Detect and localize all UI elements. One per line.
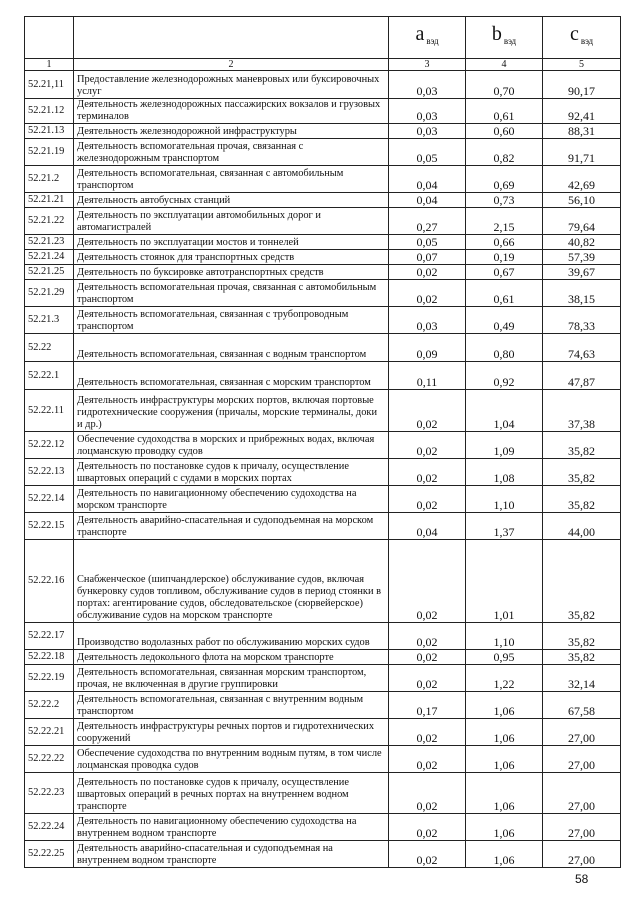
row-b-value: 1,37	[466, 513, 543, 540]
row-a-value: 0,02	[389, 390, 466, 432]
row-description: Деятельность инфраструктуры морских портов, включая портовые гидротехнические сооружения (причалы, морские терминалы, доки и др.)	[74, 390, 389, 432]
row-code: 52.22.14	[25, 486, 74, 513]
row-code: 52.21.21	[25, 193, 74, 208]
row-description: Деятельность по постановке судов к причалу, осуществление швартовых операций в речных портах на внутреннем водном транспорте	[74, 773, 389, 814]
table-row	[25, 265, 621, 280]
row-code: 52.21.22	[25, 208, 74, 235]
row-code: 52.22.1	[25, 362, 74, 390]
row-b-value: 1,06	[466, 692, 543, 719]
row-c-value: 67,58	[543, 692, 621, 719]
row-c-value: 44,00	[543, 513, 621, 540]
row-description: Деятельность стоянок для транспортных средств	[74, 250, 389, 265]
header-row	[25, 17, 621, 59]
table-row	[25, 814, 621, 841]
row-a-value: 0,03	[389, 99, 466, 124]
table-row	[25, 773, 621, 814]
row-description: Деятельность по постановке судов к причалу, осуществление швартовых операций с судами в морских портах	[74, 459, 389, 486]
table-row	[25, 540, 621, 623]
row-description: Снабженческое (шипчандлерское) обслуживание судов, включая бункеровку судов топливом, обслуживание судов в период стоянки в портах: агентирование судов, обследовательское (сюрвейерское) обслуживание судов на морском транспорте	[74, 540, 389, 623]
row-description: Деятельность инфраструктуры речных портов и гидротехнических сооружений	[74, 719, 389, 746]
column-index: 1	[25, 59, 74, 71]
row-b-value: 1,10	[466, 486, 543, 513]
row-code: 52.22.21	[25, 719, 74, 746]
row-a-value: 0,03	[389, 124, 466, 139]
row-description: Обеспечение судоходства по внутренним водным путям, в том числе лоцманская проводка судов	[74, 746, 389, 773]
row-b-value: 2,15	[466, 208, 543, 235]
header-b-subscript: вэд	[503, 36, 517, 46]
row-description: Деятельность вспомогательная, связанная с автомобильным транспортом	[74, 166, 389, 193]
row-a-value: 0,02	[389, 540, 466, 623]
row-c-value: 56,10	[543, 193, 621, 208]
row-description: Деятельность вспомогательная, связанная морским транспортом, прочая, не включенная в другие группировки	[74, 665, 389, 692]
table-row	[25, 235, 621, 250]
row-a-value: 0,02	[389, 665, 466, 692]
row-description: Деятельность вспомогательная прочая, связанная с железнодорожным транспортом	[74, 139, 389, 166]
table-row	[25, 665, 621, 692]
row-b-value: 1,04	[466, 390, 543, 432]
row-description: Производство водолазных работ по обслуживанию морских судов	[74, 623, 389, 650]
table-row	[25, 486, 621, 513]
row-a-value: 0,02	[389, 814, 466, 841]
row-a-value: 0,05	[389, 139, 466, 166]
row-a-value: 0,02	[389, 459, 466, 486]
row-b-value: 0,61	[466, 99, 543, 124]
table-row	[25, 746, 621, 773]
row-a-value: 0,02	[389, 719, 466, 746]
table-row	[25, 513, 621, 540]
table-row	[25, 692, 621, 719]
row-c-value: 92,41	[543, 99, 621, 124]
row-description: Деятельность по буксировке автотранспортных средств	[74, 265, 389, 280]
row-c-value: 37,38	[543, 390, 621, 432]
row-code: 52.22.11	[25, 390, 74, 432]
header-a-subscript: вэд	[426, 36, 439, 46]
page-number: 58	[575, 872, 589, 886]
row-code: 52.22.25	[25, 841, 74, 868]
row-c-value: 39,67	[543, 265, 621, 280]
header-desc-cell	[74, 17, 389, 59]
table-body	[25, 17, 621, 868]
row-c-value: 27,00	[543, 719, 621, 746]
row-code: 52.22.15	[25, 513, 74, 540]
row-code: 52.22.18	[25, 650, 74, 665]
row-b-value: 1,06	[466, 814, 543, 841]
row-b-value: 1,22	[466, 665, 543, 692]
row-c-value: 35,82	[543, 486, 621, 513]
row-a-value: 0,02	[389, 746, 466, 773]
row-c-value: 88,31	[543, 124, 621, 139]
header-c-symbol: c	[569, 23, 579, 45]
row-c-value: 40,82	[543, 235, 621, 250]
row-b-value: 0,67	[466, 265, 543, 280]
row-c-value: 57,39	[543, 250, 621, 265]
row-b-value: 1,10	[466, 623, 543, 650]
row-c-value: 42,69	[543, 166, 621, 193]
row-description: Деятельность аварийно-спасательная и судоподъемная на морском транспорте	[74, 513, 389, 540]
row-code: 52.21.13	[25, 124, 74, 139]
row-c-value: 32,14	[543, 665, 621, 692]
row-b-value: 1,06	[466, 841, 543, 868]
row-code: 52.22.12	[25, 432, 74, 459]
row-code: 52.21.24	[25, 250, 74, 265]
row-a-value: 0,02	[389, 486, 466, 513]
row-code: 52.22.2	[25, 692, 74, 719]
row-a-value: 0,05	[389, 235, 466, 250]
header-c-subscript: вэд	[580, 36, 594, 46]
header-code-cell	[25, 17, 74, 59]
header-c	[543, 17, 621, 59]
table-row	[25, 124, 621, 139]
row-c-value: 78,33	[543, 307, 621, 334]
row-code: 52.22.23	[25, 773, 74, 814]
row-description: Деятельность по эксплуатации мостов и тоннелей	[74, 235, 389, 250]
table-row	[25, 139, 621, 166]
table-row	[25, 841, 621, 868]
row-a-value: 0,02	[389, 623, 466, 650]
row-description: Деятельность вспомогательная, связанная с трубопроводным транспортом	[74, 307, 389, 334]
table-row	[25, 307, 621, 334]
row-a-value: 0,04	[389, 193, 466, 208]
table-row	[25, 166, 621, 193]
row-c-value: 90,17	[543, 71, 621, 99]
row-b-value: 0,73	[466, 193, 543, 208]
row-a-value: 0,02	[389, 841, 466, 868]
row-c-value: 35,82	[543, 432, 621, 459]
row-description: Деятельность по навигационному обеспечению судоходства на морском транспорте	[74, 486, 389, 513]
row-code: 52.22.13	[25, 459, 74, 486]
row-description: Деятельность вспомогательная, связанная с водным транспортом	[74, 334, 389, 362]
table-row	[25, 193, 621, 208]
row-c-value: 35,82	[543, 459, 621, 486]
row-a-value: 0,11	[389, 362, 466, 390]
row-description: Обеспечение судоходства в морских и прибрежных водах, включая лоцманскую проводку судов	[74, 432, 389, 459]
row-a-value: 0,02	[389, 265, 466, 280]
row-code: 52.22.24	[25, 814, 74, 841]
row-code: 52.21.3	[25, 307, 74, 334]
row-b-value: 0,66	[466, 235, 543, 250]
row-a-value: 0,02	[389, 432, 466, 459]
row-c-value: 27,00	[543, 773, 621, 814]
row-c-value: 35,82	[543, 540, 621, 623]
row-a-value: 0,02	[389, 280, 466, 307]
row-b-value: 0,70	[466, 71, 543, 99]
row-description: Предоставление железнодорожных маневровых или буксировочных услуг	[74, 71, 389, 99]
row-description: Деятельность вспомогательная, связанная с внутренним водным транспортом	[74, 692, 389, 719]
row-code: 52.21.19	[25, 139, 74, 166]
row-a-value: 0,03	[389, 307, 466, 334]
row-b-value: 0,92	[466, 362, 543, 390]
header-a	[389, 17, 466, 59]
row-c-value: 79,64	[543, 208, 621, 235]
row-b-value: 1,06	[466, 719, 543, 746]
row-b-value: 0,60	[466, 124, 543, 139]
table-row	[25, 719, 621, 746]
header-a-symbol: a	[415, 23, 425, 45]
row-code: 52.21.23	[25, 235, 74, 250]
row-c-value: 38,15	[543, 280, 621, 307]
row-b-value: 0,19	[466, 250, 543, 265]
row-code: 52.21.25	[25, 265, 74, 280]
row-b-value: 1,06	[466, 746, 543, 773]
row-code: 52.21.2	[25, 166, 74, 193]
table-row	[25, 390, 621, 432]
column-index: 5	[543, 59, 621, 71]
row-c-value: 27,00	[543, 814, 621, 841]
row-a-value: 0,17	[389, 692, 466, 719]
row-c-value: 74,63	[543, 334, 621, 362]
table-row	[25, 459, 621, 486]
row-description: Деятельность железнодорожной инфраструктуры	[74, 124, 389, 139]
row-code: 52.22	[25, 334, 74, 362]
row-a-value: 0,04	[389, 513, 466, 540]
row-b-value: 1,06	[466, 773, 543, 814]
coefficients-table	[24, 16, 621, 868]
row-b-value: 0,95	[466, 650, 543, 665]
table-row	[25, 362, 621, 390]
table-row	[25, 623, 621, 650]
row-description: Деятельность по эксплуатации автомобильных дорог и автомагистралей	[74, 208, 389, 235]
row-c-value: 27,00	[543, 841, 621, 868]
row-a-value: 0,03	[389, 71, 466, 99]
row-a-value: 0,02	[389, 773, 466, 814]
row-b-value: 1,09	[466, 432, 543, 459]
row-b-value: 0,82	[466, 139, 543, 166]
row-b-value: 0,69	[466, 166, 543, 193]
table-row	[25, 99, 621, 124]
table-row	[25, 250, 621, 265]
row-c-value: 91,71	[543, 139, 621, 166]
column-index: 2	[74, 59, 389, 71]
header-b	[466, 17, 543, 59]
header-b-symbol: b	[491, 23, 502, 45]
row-b-value: 1,08	[466, 459, 543, 486]
row-c-value: 27,00	[543, 746, 621, 773]
row-a-value: 0,09	[389, 334, 466, 362]
row-b-value: 1,01	[466, 540, 543, 623]
row-code: 52.22.19	[25, 665, 74, 692]
row-code: 52.22.17	[25, 623, 74, 650]
row-c-value: 47,87	[543, 362, 621, 390]
row-b-value: 0,80	[466, 334, 543, 362]
column-index: 3	[389, 59, 466, 71]
row-description: Деятельность ледокольного флота на морском транспорте	[74, 650, 389, 665]
row-description: Деятельность автобусных станций	[74, 193, 389, 208]
table-row	[25, 280, 621, 307]
row-a-value: 0,27	[389, 208, 466, 235]
column-index-row	[25, 59, 621, 71]
table-row	[25, 334, 621, 362]
row-description: Деятельность по навигационному обеспечению судоходства на внутреннем водном транспорте	[74, 814, 389, 841]
row-b-value: 0,49	[466, 307, 543, 334]
row-description: Деятельность железнодорожных пассажирских вокзалов и грузовых терминалов	[74, 99, 389, 124]
row-code: 52.22.16	[25, 540, 74, 623]
table-row	[25, 71, 621, 99]
row-c-value: 35,82	[543, 650, 621, 665]
row-b-value: 0,61	[466, 280, 543, 307]
row-code: 52.21.29	[25, 280, 74, 307]
column-index: 4	[466, 59, 543, 71]
row-code: 52.21.12	[25, 99, 74, 124]
table-row	[25, 432, 621, 459]
row-c-value: 35,82	[543, 623, 621, 650]
row-a-value: 0,04	[389, 166, 466, 193]
row-code: 52.22.22	[25, 746, 74, 773]
row-description: Деятельность вспомогательная, связанная с морским транспортом	[74, 362, 389, 390]
row-a-value: 0,07	[389, 250, 466, 265]
row-description: Деятельность аварийно-спасательная и судоподъемная на внутреннем водном транспорте	[74, 841, 389, 868]
row-a-value: 0,02	[389, 650, 466, 665]
row-description: Деятельность вспомогательная прочая, связанная с автомобильным транспортом	[74, 280, 389, 307]
row-code: 52.21,11	[25, 71, 74, 99]
table-row	[25, 650, 621, 665]
table-row	[25, 208, 621, 235]
